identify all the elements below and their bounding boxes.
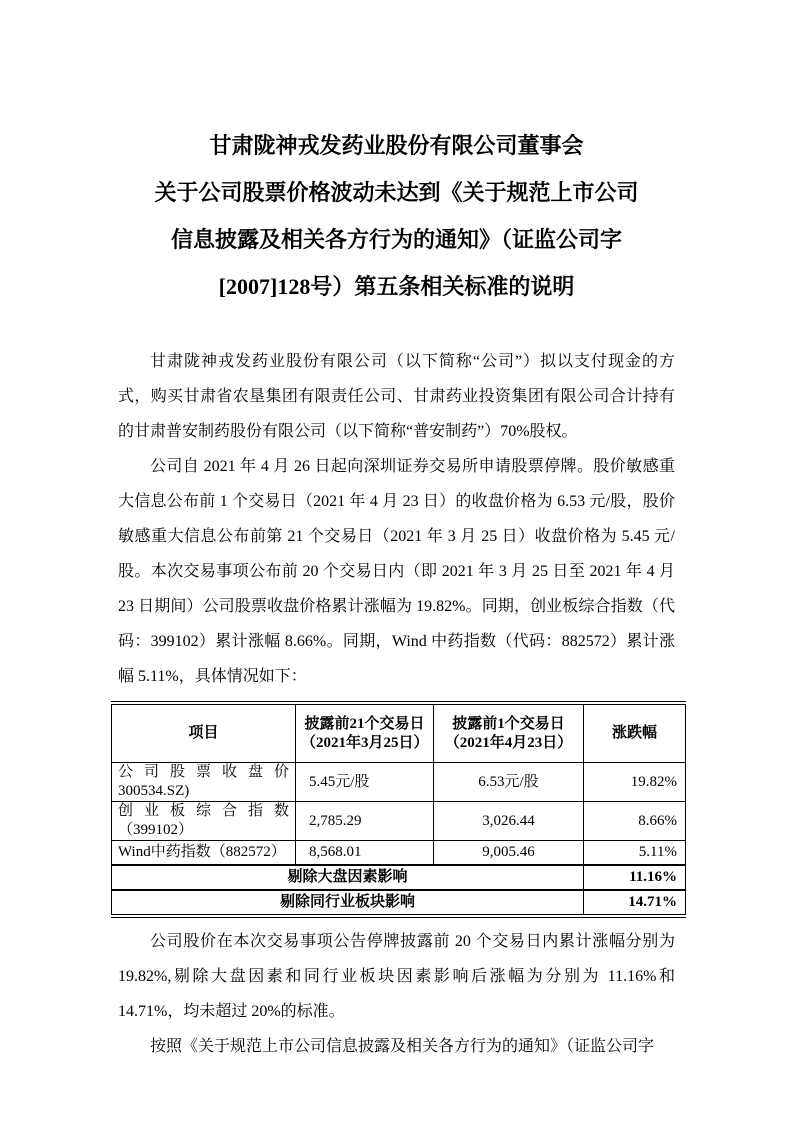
row-prev1-value: 3,026.44 — [434, 802, 584, 841]
table-row-chinext-index — [112, 802, 686, 841]
summary-change-value: 11.16% — [584, 865, 686, 890]
table-row-company-close — [112, 763, 686, 802]
row-item-label: 创业板综合指数（399102） — [112, 802, 296, 841]
row-prev1-value: 9,005.46 — [434, 841, 584, 866]
table-row-excl-market — [112, 865, 686, 890]
col-header-change: 涨跌幅 — [584, 703, 686, 763]
row-change-value: 5.11% — [584, 841, 686, 866]
paragraph-regulation-ref: 按照《关于规范上市公司信息披露及相关各方行为的通知》（证监公司字 — [150, 1038, 655, 1055]
row-prev21-value: 8,568.01 — [296, 841, 434, 866]
row-item-label: 公司股票收盘价300534.SZ) — [112, 763, 296, 802]
row-change-value: 8.66% — [584, 802, 686, 841]
paragraph-price-detail: 公司自 2021 年 4 月 26 日起向深圳证券交易所申请股票停牌。股价敏感重大信息公布前 1 个交易日（2021 年 4 月 23 日）的收盘价格为 6.53 元/股，股价敏感重大信息公布前第 21 个交易日（2021 年 3 月 25 日）收盘价格为 5.45 元/股。本次交易事项公布前 20 个交易日内（即 2021 年 3 月 25 日至 2021 年 4 月 23 日期间）公司股票收盘价格累计涨幅为 19.82%。同期，创业板综合指数（代码：399102）累计涨幅 8.66%。同期，Wind 中药指数（代码：882572）累计涨幅 5.11%，具体情况如下： — [118, 458, 675, 685]
summary-label: 剔除同行业板块影响 — [112, 890, 584, 916]
row-prev21-value: 5.45元/股 — [296, 763, 434, 802]
document-title — [118, 122, 675, 310]
row-change-value: 19.82% — [584, 763, 686, 802]
title-line-1: 甘肃陇神戎发药业股份有限公司董事会 — [209, 133, 584, 158]
table-header-row — [112, 703, 686, 763]
title-line-2: 关于公司股票价格波动未达到《关于规范上市公司 — [154, 180, 639, 205]
paragraph-transaction-intro: 甘肃陇神戎发药业股份有限公司（以下简称“公司”）拟以支付现金的方式，购买甘肃省农垦集团有限责任公司、甘肃药业投资集团有限公司合计持有的甘肃普安制药股份有限公司（以下简称“普安制药”）70%股权。 — [118, 353, 675, 440]
title-line-4: [2007]128号）第五条相关标准的说明 — [218, 274, 575, 299]
row-prev1-value: 6.53元/股 — [434, 763, 584, 802]
col-header-prev21: 披露前21个交易日（2021年3月25日） — [296, 703, 434, 763]
col-header-item: 项目 — [112, 703, 296, 763]
table-row-excl-sector — [112, 890, 686, 916]
row-item-label: Wind中药指数（882572） — [112, 841, 296, 866]
table-row-wind-index — [112, 841, 686, 866]
paragraph-conclusion: 公司股价在本次交易事项公告停牌披露前 20 个交易日内累计涨幅分别为 19.82%,剔除大盘因素和同行业板块因素影响后涨幅为分别为 11.16%和 14.71%，均未超过 20%的标准。 — [118, 933, 675, 1020]
summary-label: 剔除大盘因素影响 — [112, 865, 584, 890]
summary-change-value: 14.71% — [584, 890, 686, 916]
title-line-3: 信息披露及相关各方行为的通知》（证监公司字 — [170, 227, 622, 252]
col-header-prev1: 披露前1个交易日（2021年4月23日） — [434, 703, 584, 763]
row-prev21-value: 2,785.29 — [296, 802, 434, 841]
stock-comparison-table — [111, 701, 686, 918]
